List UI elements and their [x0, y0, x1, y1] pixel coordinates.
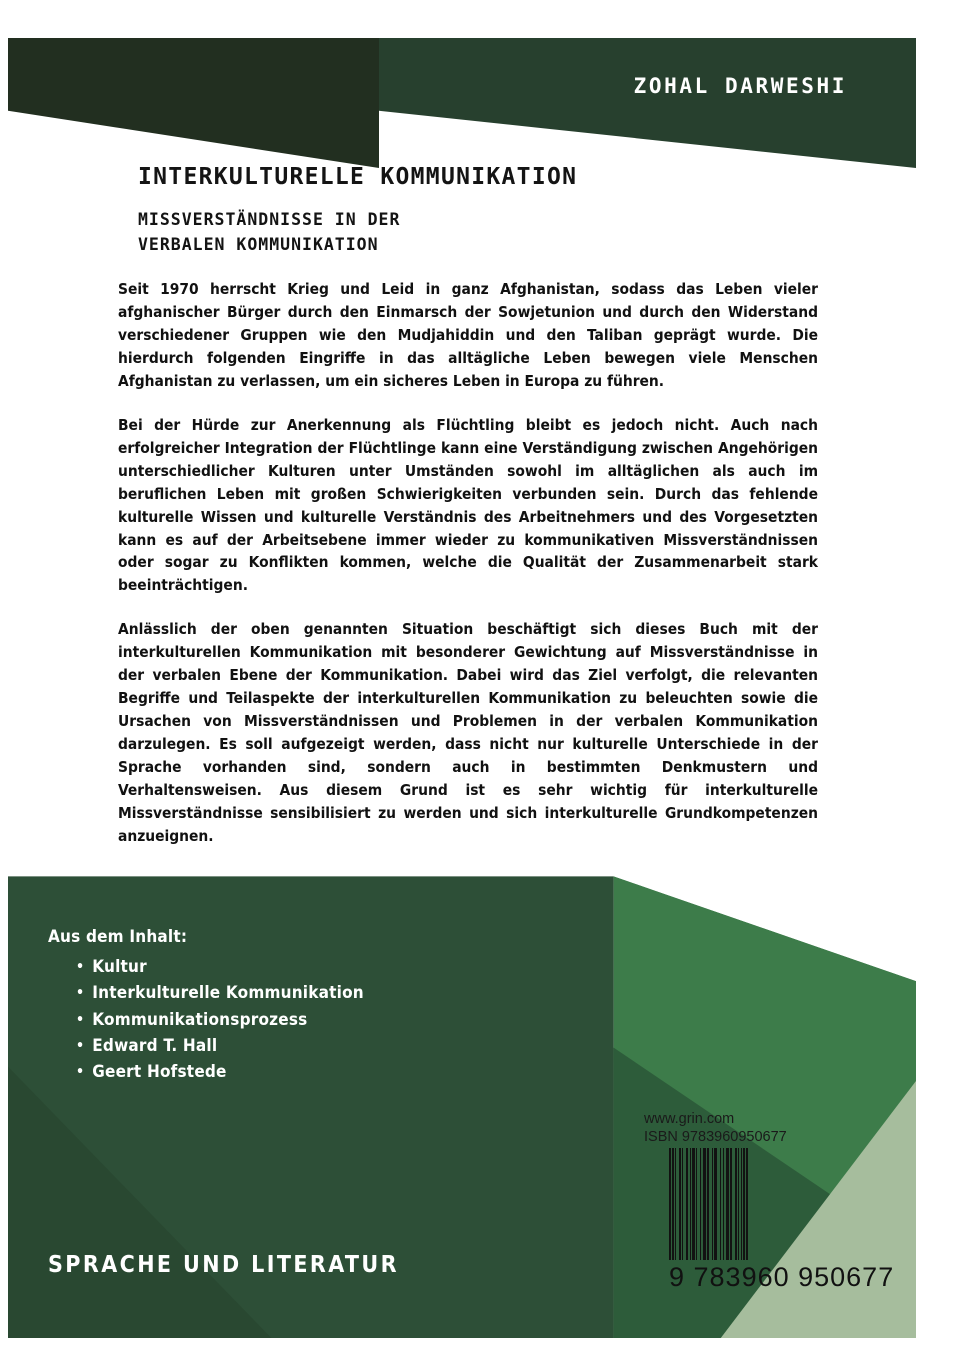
- blurb-paragraph-1: Seit 1970 herrscht Krieg und Leid in ganz Afghanistan, sodass das Leben vieler afghanischer Bürger durch den Einmarsch der Sowjetunion und durch den Widerstand verschiedener Gruppen wie den Mudjahiddin und den Taliban geprägt wurde. Die hierdurch folgenden Eingriffe in das alltägliche Leben bewegen viele Menschen Afghanistan zu verlassen, um ein sicheres Leben in Europa zu führen.: [118, 280, 818, 390]
- book-subtitle-line-2: VERBALEN KOMMUNIKATION: [138, 235, 379, 255]
- header-band: [8, 38, 916, 168]
- blurb-paragraph-2: Bei der Hürde zur Anerkennung als Flüchtling bleibt es jedoch nicht. Auch nach erfolgreicher Integration der Flüchtlinge kann eine Verständigung zwischen Angehörigen unterschiedlicher Kulturen unter Umständen sowohl im alltäglichen als auch im beruflichen Leben mit großen Schwierigkeiten verbunden sein. Durch das fehlende kulturelle Wissen und kulturelle Verständnis des Arbeitnehmers und des Vorgesetzten kann es auf der Arbeitsebene immer wieder zu kommunikativen Missverständnissen oder sogar zu Konflikten kommen, welche die Qualität der Zusammenarbeit stark beeinträchtigen.: [118, 415, 818, 595]
- book-subtitle-line-1: MISSVERSTÄNDNISSE IN DER: [138, 210, 401, 230]
- blurb-text: [118, 278, 818, 848]
- list-item: • Kommunikationsprozess: [76, 1007, 364, 1033]
- title-block: [138, 165, 838, 258]
- barcode: [669, 1148, 914, 1293]
- publisher-website: www.grin.com: [644, 1111, 735, 1127]
- list-item: • Edward T. Hall: [76, 1033, 364, 1059]
- category-label: SPRACHE UND LITERATUR: [48, 1252, 399, 1278]
- isbn-text: ISBN 9783960950677: [644, 1129, 787, 1146]
- list-item: • Geert Hofstede: [76, 1059, 364, 1085]
- author-name: ZOHAL DARWESHI: [633, 74, 847, 98]
- book-title: INTERKULTURELLE KOMMUNIKATION: [138, 164, 578, 190]
- header-band-left-segment: [8, 38, 379, 168]
- contents-list: [48, 954, 364, 1086]
- list-item: • Kultur: [76, 954, 364, 980]
- barcode-bars: [669, 1148, 914, 1260]
- contents-section: [48, 927, 364, 1086]
- book-subtitle: [138, 208, 838, 258]
- blurb-paragraph-3: Anlässlich der oben genannten Situation beschäftigt sich dieses Buch mit der interkulturellen Kommunikation mit besonderer Gewichtung auf Missverständnisse in der verbalen Ebene der Kommunikation. Dabei wird das Ziel verfolgt, die relevanten Begriffe und Teilaspekte der interkulturellen Kommunikation zu beleuchten sowie die Ursachen von Missverständnissen und Problemen in der verbalen Kommunikation darzulegen. Es soll aufgezeigt werden, dass nicht nur kulturelle Unterschiede in der Sprache vorhanden sind, sondern auch in bestimmten Denkmustern und Verhaltensweisen. Aus diesem Grund ist es sehr wichtig für interkulturelle Missverständnisse sensibilisiert zu werden und sich interkulturelle Grundkompetenzen anzueignen.: [118, 620, 818, 845]
- barcode-digits: 9 783960 950677: [669, 1262, 895, 1292]
- imprint-block: [644, 1110, 844, 1146]
- list-item: • Interkulturelle Kommunikation: [76, 980, 364, 1006]
- contents-heading: Aus dem Inhalt:: [48, 927, 188, 947]
- header-band-right-segment: [379, 38, 916, 168]
